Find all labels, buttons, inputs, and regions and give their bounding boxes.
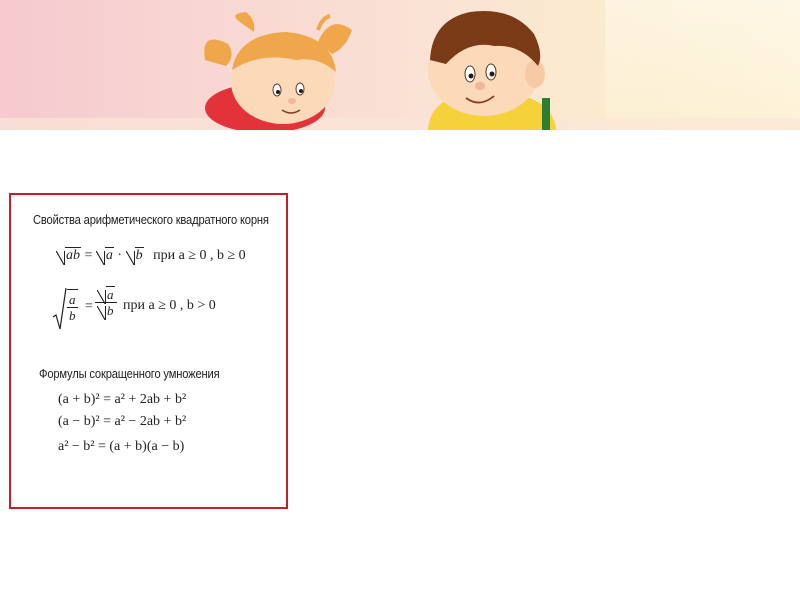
equals-sign: = [85, 299, 93, 314]
numerator-radicand: a [107, 287, 114, 302]
formula-card [9, 193, 288, 509]
formula-difference-of-squares: a² − b² = (a + b)(a − b) [58, 439, 185, 454]
section-title-sqrt-properties: Свойства арифметического квадратного корня [33, 212, 269, 227]
section-title-short-multiplication: Формулы сокращенного умножения [39, 366, 220, 381]
header-banner [0, 0, 800, 130]
sqrt-symbol [126, 248, 144, 264]
formula-square-of-sum: (a + b)² = a² + 2ab + b² [58, 392, 187, 407]
radicand-b: b [135, 248, 143, 263]
big-sqrt-symbol [53, 287, 67, 331]
girl-figure [204, 12, 352, 130]
children-illustration [0, 0, 800, 130]
sqrt-symbol [56, 248, 81, 264]
radicand-a: a [105, 248, 113, 263]
dot-operator: · [117, 248, 123, 263]
sqrt-product-rule: ab = a · b при a ≥ 0 , b ≥ 0 [56, 248, 246, 264]
condition-text: при a ≥ 0 , b ≥ 0 [153, 248, 246, 263]
boy-figure [428, 11, 556, 130]
sqrt-symbol [96, 248, 114, 264]
denominator-radicand: b [107, 303, 114, 318]
radicand-ab: ab [66, 248, 80, 263]
formula-square-of-difference: (a − b)² = a² − 2ab + b² [58, 414, 187, 429]
fraction-sqrt-a-over-sqrt-b [95, 287, 117, 318]
denominator: b [69, 308, 76, 323]
numerator: a [69, 292, 76, 307]
fraction-a-over-b [67, 289, 78, 323]
condition-text: при a ≥ 0 , b > 0 [123, 298, 216, 313]
